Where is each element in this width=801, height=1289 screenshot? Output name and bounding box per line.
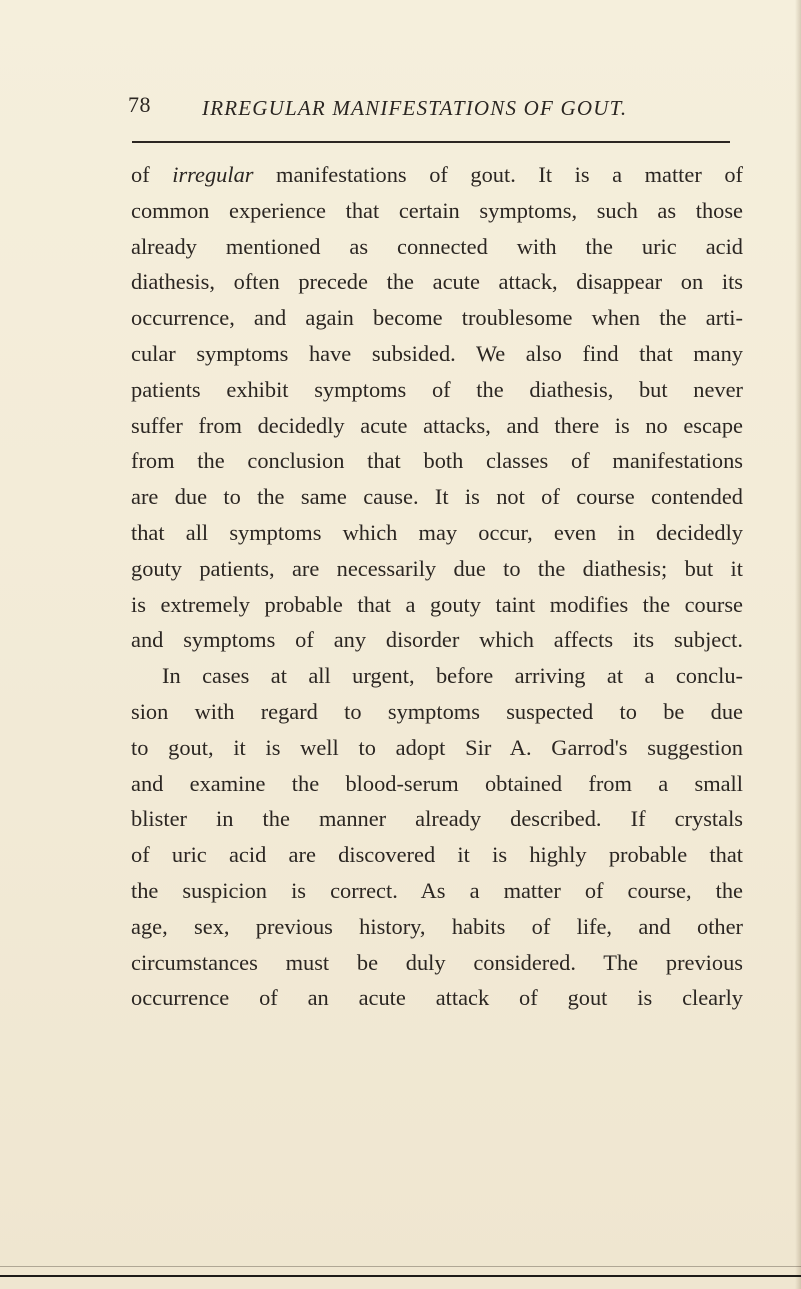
scan-edge-line	[0, 1266, 801, 1267]
text-line: and symptoms of any disorder which affects its subject.	[131, 627, 743, 653]
text-line: suffer from decidedly acute attacks, and there is no escape	[131, 412, 743, 438]
text-line: from the conclusion that both classes of manifestations	[131, 448, 743, 474]
text-line: is extremely probable that a gouty taint modifies the course	[131, 591, 743, 617]
text-line: occurrence, and again become troublesome when the arti-	[131, 305, 743, 331]
running-title: IRREGULAR MANIFESTATIONS OF GOUT.	[202, 96, 628, 120]
page-header	[128, 92, 728, 132]
text-line: are due to the same cause. It is not of course contended	[131, 484, 743, 510]
text-line: circumstances must be duly considered. The previous	[131, 949, 743, 975]
text-line: diathesis, often precede the acute attack, disappear on its	[131, 269, 743, 295]
text-line: and examine the blood-serum obtained from a small	[131, 770, 743, 796]
text-line: gouty patients, are necessarily due to the diathesis; but it	[131, 555, 743, 581]
text-line: sion with regard to symptoms suspected to be due	[131, 698, 743, 724]
header-rule	[132, 141, 730, 143]
text-line: already mentioned as connected with the uric acid	[131, 233, 743, 259]
text-line-1	[131, 157, 743, 193]
page-bottom-edge	[0, 1275, 801, 1277]
text-line: occurrence of an acute attack of gout is clearly	[131, 985, 743, 1011]
text-line-1-rest: manifestations of gout. It is a matter of	[253, 162, 744, 187]
page-number: 78	[128, 92, 151, 117]
text-line: common experience that certain symptoms, such as those	[131, 197, 743, 223]
italic-word: irregular	[172, 162, 254, 187]
text-line: that all symptoms which may occur, even in decidedly	[131, 519, 743, 545]
page-edge-shadow	[795, 0, 801, 1289]
paragraph-start-line: In cases at all urgent, before arriving at a conclu-	[162, 663, 743, 689]
text-line: blister in the manner already described. If crystals	[131, 806, 743, 832]
body-text	[131, 157, 743, 1016]
text-line-1-prefix: of	[131, 162, 173, 187]
text-line: of uric acid are discovered it is highly probable that	[131, 842, 743, 868]
text-line: patients exhibit symptoms of the diathesis, but never	[131, 376, 743, 402]
text-line: cular symptoms have subsided. We also find that many	[131, 340, 743, 366]
text-line: age, sex, previous history, habits of life, and other	[131, 913, 743, 939]
text-line: the suspicion is correct. As a matter of course, the	[131, 877, 743, 903]
text-line: to gout, it is well to adopt Sir A. Garrod's suggestion	[131, 734, 743, 760]
